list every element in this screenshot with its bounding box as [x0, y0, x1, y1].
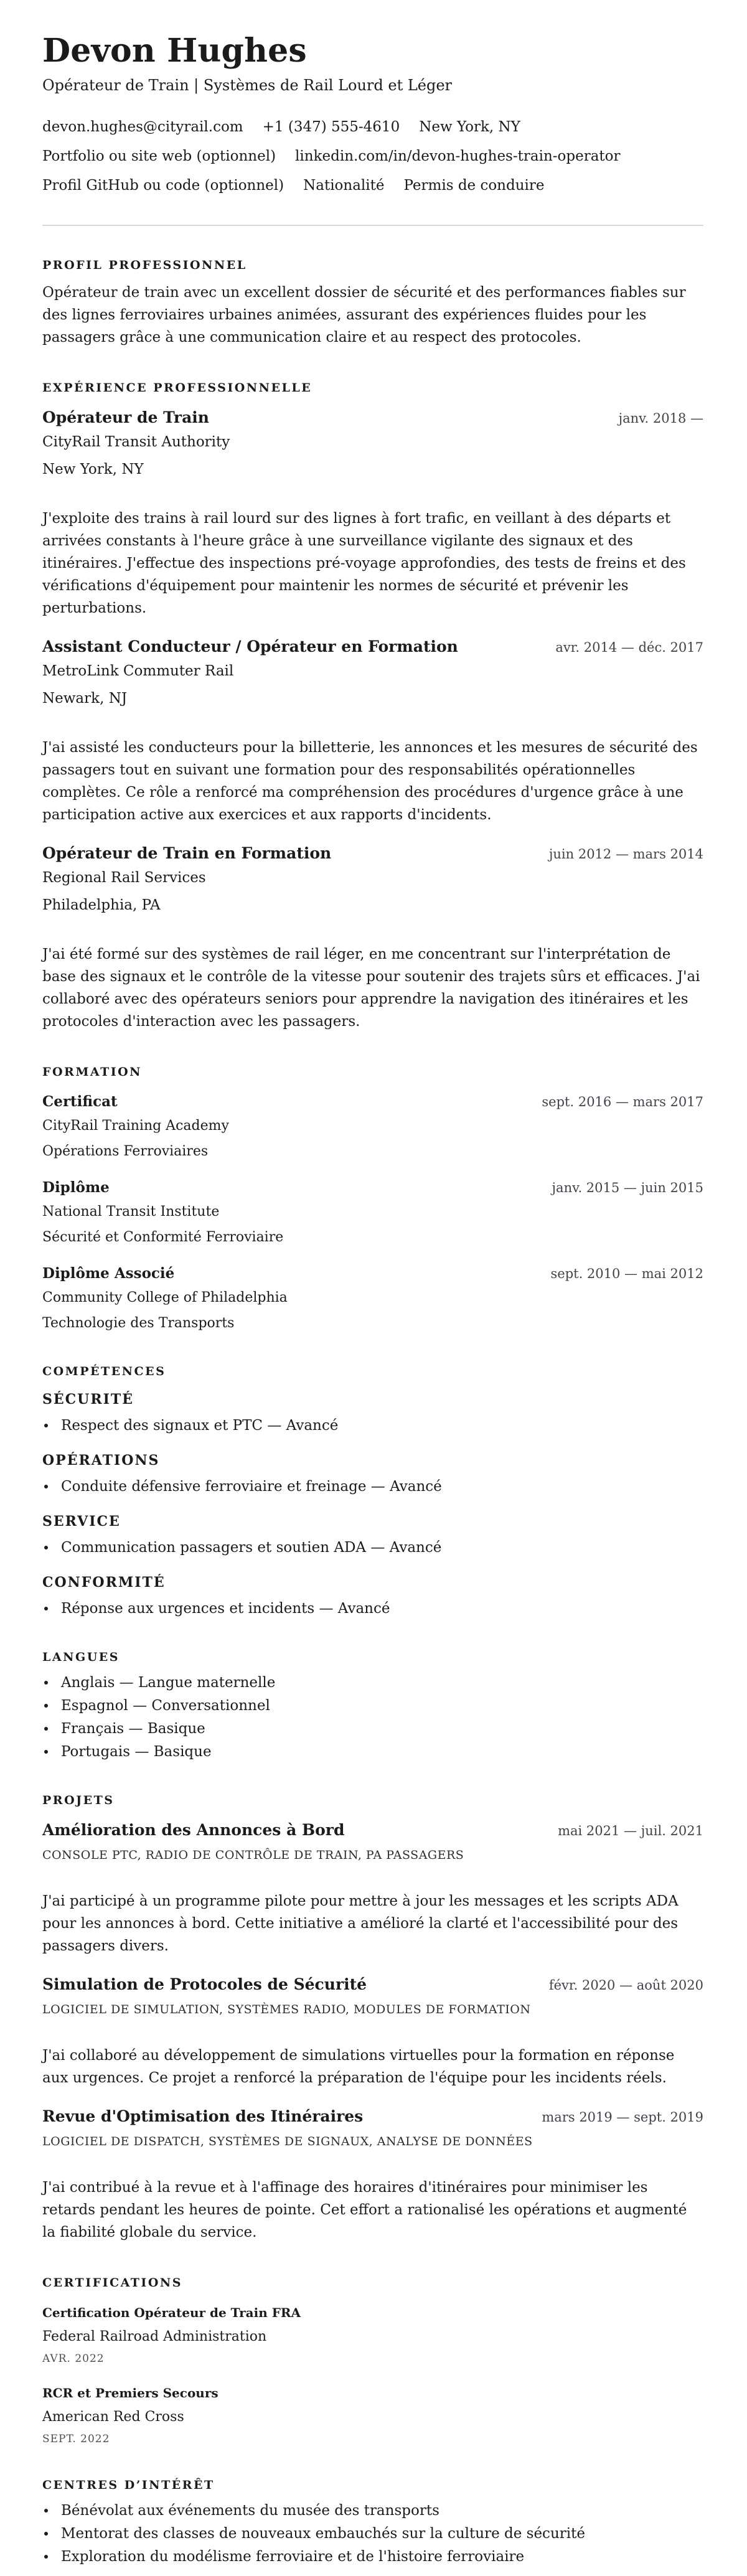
contact-row-3 — [42, 176, 703, 195]
job-location: New York, NY — [42, 461, 144, 477]
certification-entry — [42, 2383, 703, 2446]
section-education — [42, 1065, 703, 1332]
project-dates: févr. 2020 — août 2020 — [548, 1978, 703, 1993]
job-title-row — [42, 637, 703, 657]
resume-job-title: Opérateur de Train | Systèmes de Rail Lourd et Léger — [42, 77, 453, 94]
contact-nationality-placeholder: Nationalité — [303, 177, 385, 194]
job-entry — [42, 637, 703, 826]
section-heading-interests: CENTRES D’INTÉRÊT — [42, 2478, 215, 2492]
skill-item: Communication passagers et soutien ADA — Avancé — [42, 1538, 703, 1557]
language-item: Espagnol — Conversationnel — [42, 1696, 703, 1715]
contact-row-2 — [42, 147, 703, 166]
section-experience — [42, 381, 703, 1033]
education-entry — [42, 1264, 703, 1332]
job-company: MetroLink Commuter Rail — [42, 663, 234, 679]
skill-list — [42, 1416, 703, 1435]
section-skills — [42, 1365, 703, 1618]
job-description: J'ai été formé sur des systèmes de rail léger, en me concentrant sur l'interprétation de base des signaux et le contrôle de la vitesse pour soutenir des trajets sûrs et efficaces. J'ai collaboré avec des opérateurs seniors pour apprendre la navigation des itinéraires et les protocoles d'interaction avec les passagers. — [42, 946, 700, 1030]
education-entry — [42, 1178, 703, 1246]
job-location: Philadelphia, PA — [42, 897, 161, 913]
contact-portfolio-placeholder: Portfolio ou site web (optionnel) — [42, 148, 276, 164]
job-title-row — [42, 408, 703, 428]
language-item: Portugais — Basique — [42, 1742, 703, 1761]
section-heading-languages: LANGUES — [42, 1650, 120, 1664]
project-entry — [42, 1820, 703, 1957]
section-interests — [42, 2478, 703, 2566]
skill-list — [42, 1538, 703, 1557]
job-description: J'exploite des trains à rail lourd sur des lignes à fort trafic, en veillant à des départs et arrivées constants à l'heure grâce à une surveillance vigilante des signaux et des itinéraires. J'effectue des inspections pré-voyage approfondies, des tests de freins et des vérifications d'équipement pour maintenir les normes de sécurité et prévenir les perturbations. — [42, 510, 686, 616]
section-heading-skills: COMPÉTENCES — [42, 1365, 166, 1378]
field-of-study: Sécurité et Conformité Ferroviaire — [42, 1229, 284, 1245]
contact-row-1 — [42, 118, 703, 136]
project-title: Amélioration des Annonces à Bord — [42, 1821, 345, 1839]
skill-item: Réponse aux urgences et incidents — Avancé — [42, 1599, 703, 1618]
project-description: J'ai contribué à la revue et à l'affinage des horaires d'itinéraires pour minimiser les retards pendant les heures de pointe. Cet effort a rationalisé les opérations et augmenté la fiabilité globale du service. — [42, 2179, 687, 2240]
certification-name: Certification Opérateur de Train FRA — [42, 2305, 301, 2320]
job-dates: janv. 2018 — — [618, 411, 703, 426]
certification-issuer: Federal Railroad Administration — [42, 2329, 267, 2344]
job-entry — [42, 408, 703, 619]
header-divider — [42, 225, 703, 226]
project-title-row — [42, 1975, 703, 1995]
section-heading-experience: EXPÉRIENCE PROFESSIONNELLE — [42, 381, 312, 395]
degree-title: Certificat — [42, 1093, 118, 1110]
education-dates: sept. 2010 — mai 2012 — [550, 1266, 703, 1281]
interest-item: Mentorat des classes de nouveaux embauchés sur la culture de sécurité — [42, 2524, 703, 2543]
section-heading-profile: PROFIL PROFESSIONNEL — [42, 258, 247, 272]
section-profile — [42, 258, 703, 349]
job-title: Assistant Conducteur / Opérateur en Formation — [42, 637, 458, 656]
project-title: Simulation de Protocoles de Sécurité — [42, 1975, 367, 1993]
job-title: Opérateur de Train — [42, 408, 209, 426]
certification-date: AVR. 2022 — [42, 2353, 105, 2365]
certification-name: RCR et Premiers Secours — [42, 2386, 218, 2400]
education-title-row — [42, 1092, 703, 1112]
contact-email: devon.hughes@cityrail.com — [42, 119, 243, 135]
contact-license-placeholder: Permis de conduire — [403, 177, 545, 194]
certification-entry — [42, 2303, 703, 2366]
job-company: Regional Rail Services — [42, 870, 206, 886]
section-certifications — [42, 2276, 703, 2446]
job-company: CityRail Transit Authority — [42, 434, 230, 450]
project-tools: LOGICIEL DE SIMULATION, SYSTÈMES RADIO, MODULES DE FORMATION — [42, 2003, 531, 2016]
skill-category: CONFORMITÉ — [42, 1574, 166, 1591]
skill-category: OPÉRATIONS — [42, 1452, 160, 1469]
interest-item: Exploration du modélisme ferroviaire et de l'histoire ferroviaire — [42, 2547, 703, 2566]
section-heading-certifications: CERTIFICATIONS — [42, 2276, 182, 2290]
contact-linkedin: linkedin.com/in/devon-hughes-train-operator — [295, 148, 621, 164]
education-title-row — [42, 1178, 703, 1198]
project-title-row — [42, 2107, 703, 2127]
section-projects — [42, 1793, 703, 2244]
section-languages — [42, 1650, 703, 1761]
project-dates: mai 2021 — juil. 2021 — [558, 1823, 703, 1838]
contact-phone: +1 (347) 555-4610 — [262, 119, 400, 135]
job-location: Newark, NJ — [42, 690, 128, 707]
skill-category: SÉCURITÉ — [42, 1391, 134, 1408]
job-description: J'ai assisté les conducteurs pour la billetterie, les annonces et les mesures de sécurité des passagers tout en suivant une formation pour des responsabilités opérationnelles complètes. Ce rôle a renforcé ma compréhension des procédures d'urgence grâce à une participation active aux exercices et aux rapports d'incidents. — [42, 740, 698, 823]
degree-title: Diplôme Associé — [42, 1265, 175, 1282]
project-tools: CONSOLE PTC, RADIO DE CONTRÔLE DE TRAIN, PA PASSAGERS — [42, 1848, 464, 1862]
project-description: J'ai collaboré au développement de simulations virtuelles pour la formation en réponse aux urgences. Ce projet a renforcé la préparation de l'équipe pour les incidents réels. — [42, 2047, 675, 2086]
project-dates: mars 2019 — sept. 2019 — [542, 2110, 703, 2125]
field-of-study: Opérations Ferroviaires — [42, 1144, 209, 1159]
skill-list — [42, 1599, 703, 1618]
school-name: Community College of Philadelphia — [42, 1290, 288, 1305]
education-title-row — [42, 1264, 703, 1284]
project-entry — [42, 1975, 703, 2089]
job-dates: juin 2012 — mars 2014 — [548, 847, 703, 862]
school-name: CityRail Training Academy — [42, 1118, 229, 1134]
school-name: National Transit Institute — [42, 1204, 220, 1220]
job-title-row — [42, 844, 703, 863]
project-entry — [42, 2107, 703, 2244]
interest-list — [42, 2501, 703, 2566]
job-title: Opérateur de Train en Formation — [42, 844, 332, 862]
education-dates: janv. 2015 — juin 2015 — [552, 1180, 703, 1195]
language-item: Anglais — Langue maternelle — [42, 1673, 703, 1692]
job-entry — [42, 844, 703, 1033]
project-title: Revue d'Optimisation des Itinéraires — [42, 2107, 364, 2125]
skill-item: Respect des signaux et PTC — Avancé — [42, 1416, 703, 1435]
language-item: Français — Basique — [42, 1719, 703, 1738]
skill-list — [42, 1477, 703, 1496]
skill-category: SERVICE — [42, 1513, 121, 1530]
skill-item: Conduite défensive ferroviaire et freinage — Avancé — [42, 1477, 703, 1496]
section-heading-projects: PROJETS — [42, 1793, 115, 1807]
resume-name: Devon Hughes — [42, 32, 307, 70]
certification-issuer: American Red Cross — [42, 2409, 184, 2425]
contact-github-placeholder: Profil GitHub ou code (optionnel) — [42, 177, 284, 194]
project-description: J'ai participé à un programme pilote pour mettre à jour les messages et les scripts ADA pour les annonces à bord. Cette initiative a amélioré la clarté et l'accessibilité pour des passagers divers. — [42, 1893, 679, 1954]
interest-item: Bénévolat aux événements du musée des transports — [42, 2501, 703, 2520]
job-dates: avr. 2014 — déc. 2017 — [555, 640, 703, 655]
field-of-study: Technologie des Transports — [42, 1315, 235, 1331]
project-title-row — [42, 1820, 703, 1840]
education-dates: sept. 2016 — mars 2017 — [542, 1094, 703, 1109]
degree-title: Diplôme — [42, 1179, 110, 1196]
contact-location: New York, NY — [419, 119, 520, 135]
resume-header — [42, 32, 703, 195]
education-entry — [42, 1092, 703, 1160]
section-heading-education: FORMATION — [42, 1065, 143, 1079]
language-list — [42, 1673, 703, 1761]
certification-date: SEPT. 2022 — [42, 2433, 110, 2445]
profile-summary: Opérateur de train avec un excellent dossier de sécurité et des performances fiables sur des lignes ferroviaires urbaines animées, assurant des expériences fluides pour les passagers grâce à une communication claire et au respect des protocoles. — [42, 284, 686, 346]
project-tools: LOGICIEL DE DISPATCH, SYSTÈMES DE SIGNAUX, ANALYSE DE DONNÉES — [42, 2135, 533, 2148]
